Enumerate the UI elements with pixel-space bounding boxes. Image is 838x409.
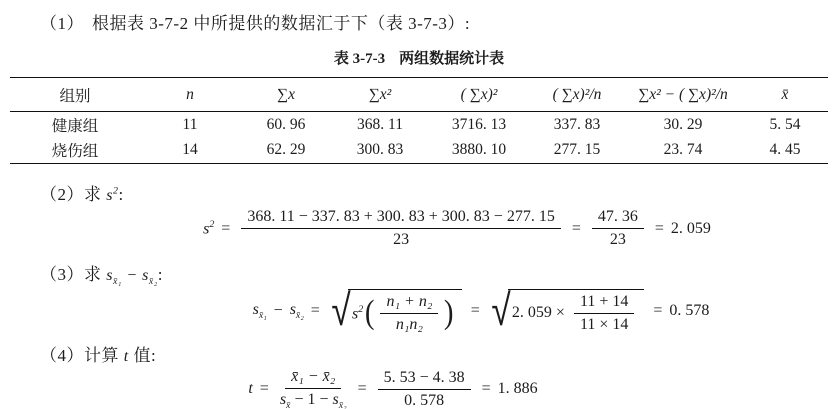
equals-sign: = — [310, 302, 320, 320]
se-result: 0. 578 — [669, 302, 710, 320]
t-result: 1. 886 — [497, 380, 538, 398]
fraction-symbolic: $\frac{\text{x̄₁ − x̄₂}}{s_{x̄} - 1 - s_{x̄_2}}$ — [279, 367, 347, 409]
cell-sum-sq: 3880. 10 — [451, 141, 507, 159]
table-row-burn — [10, 138, 828, 164]
col-header-group: 组别 — [59, 87, 91, 105]
equals-sign: = — [481, 380, 491, 398]
col-header-n: n — [186, 85, 194, 103]
section-3-heading — [40, 260, 838, 287]
cell-n: 11 — [182, 115, 198, 133]
fraction-sums: $\frac{368. 11 - 337. 83 + 300. 83 + 300. 83 - 277. 15}{23}$ — [241, 208, 561, 249]
se-diff-lhs2: $s_{x̄_2}$ — [289, 301, 304, 322]
section-2-number: （2） — [40, 185, 84, 204]
table-caption — [0, 47, 838, 68]
equals-sign: = — [470, 302, 480, 320]
formula-s-squared — [38, 208, 838, 249]
section-3-number: （3） — [40, 265, 84, 284]
equals-sign: = — [654, 219, 664, 237]
col-header-sum-x2: ∑x² — [368, 85, 392, 103]
table-caption-id: 表 3-7-3 — [333, 51, 386, 67]
cell-corrected-ss: 23. 74 — [663, 141, 703, 159]
se-diff-symbol: $s_{x̄_1} - s_{x̄_2}$ — [106, 267, 158, 287]
col-header-sum-x: ∑x — [277, 85, 295, 103]
equals-sign: = — [357, 380, 367, 398]
fraction-result: $\frac{47. 36}{23}$ — [592, 208, 644, 249]
header-row — [10, 78, 828, 112]
fraction-numeric: $\frac{5. 53 - 4. 38}{0. 578}$ — [378, 369, 471, 409]
cell-group: 烧伤组 — [51, 143, 99, 161]
formula-t-value — [0, 368, 812, 409]
s-squared-lhs: $s^2$ — [203, 218, 215, 238]
section-4-heading — [40, 341, 838, 366]
equals-sign: = — [259, 380, 269, 398]
section-4-number: （4） — [40, 345, 84, 365]
section-3-colon: : — [157, 265, 163, 284]
section-2-verb: 求 — [84, 185, 107, 204]
intro-numbering: （1） — [40, 14, 84, 33]
cell-sum-sq-n: 337. 83 — [553, 115, 601, 133]
cell-mean: 4. 45 — [769, 141, 801, 159]
cell-sum-x: 60. 96 — [266, 115, 306, 133]
se-diff-lhs: $s_{x̄_1}$ — [252, 301, 267, 322]
col-header-sum-sq: ( ∑x)² — [460, 85, 498, 103]
cell-group: 健康组 — [51, 117, 99, 135]
col-header-corrected-ss: ∑x² − ( ∑x)²/n — [638, 85, 728, 103]
t-lhs: t — [248, 380, 253, 398]
radical-sign: √ — [331, 285, 351, 337]
col-header-sum-sq-n: ( ∑x)²/n — [552, 85, 602, 103]
section-4-tail: 值: — [128, 345, 157, 365]
cell-sum-sq: 3716. 13 — [451, 115, 507, 133]
intro-text: 根据表 3-7-2 中所提供的数据汇于下（表 3-7-3）: — [92, 14, 471, 33]
intro-line — [0, 0, 838, 34]
section-2-heading — [40, 180, 838, 205]
cell-sum-x2: 368. 11 — [357, 115, 403, 133]
section-2-colon: : — [118, 185, 124, 204]
section-4-verb: 计算 — [84, 345, 124, 365]
table-caption-title: 两组数据统计表 — [399, 51, 505, 67]
cell-sum-sq-n: 277. 15 — [553, 141, 601, 159]
s-squared-result: 2. 059 — [670, 219, 711, 237]
section-3-verb: 求 — [84, 265, 107, 284]
radical-sign: √ — [491, 285, 511, 337]
equals-sign: = — [221, 219, 231, 237]
cell-mean: 5. 54 — [769, 115, 801, 133]
cell-n: 14 — [182, 141, 198, 159]
statistics-table — [10, 77, 828, 164]
square-root-numeric: √ 2. 059 × $\frac{11 + 14}{11 \times 14}$ — [489, 289, 645, 334]
left-paren: ( — [364, 294, 375, 332]
cell-sum-x: 62. 29 — [266, 141, 306, 159]
minus-sign: − — [273, 302, 283, 320]
equals-sign: = — [571, 219, 581, 237]
s-squared-symbol: $s^2$ — [106, 185, 119, 204]
square-root-symbolic: √ $s^2$ ( $\frac{\text{n₁ + n₂}}{\text{n₁n₂}}$ ) — [329, 289, 462, 334]
right-paren: ) — [444, 294, 454, 332]
t-symbol: t — [123, 347, 129, 365]
equals-sign: = — [653, 302, 663, 320]
cell-sum-x2: 300. 83 — [356, 141, 404, 159]
table-row-healthy — [10, 112, 828, 138]
formula-standard-error — [62, 285, 838, 337]
col-header-mean: x̄ — [781, 85, 789, 103]
cell-corrected-ss: 30. 29 — [663, 115, 703, 133]
